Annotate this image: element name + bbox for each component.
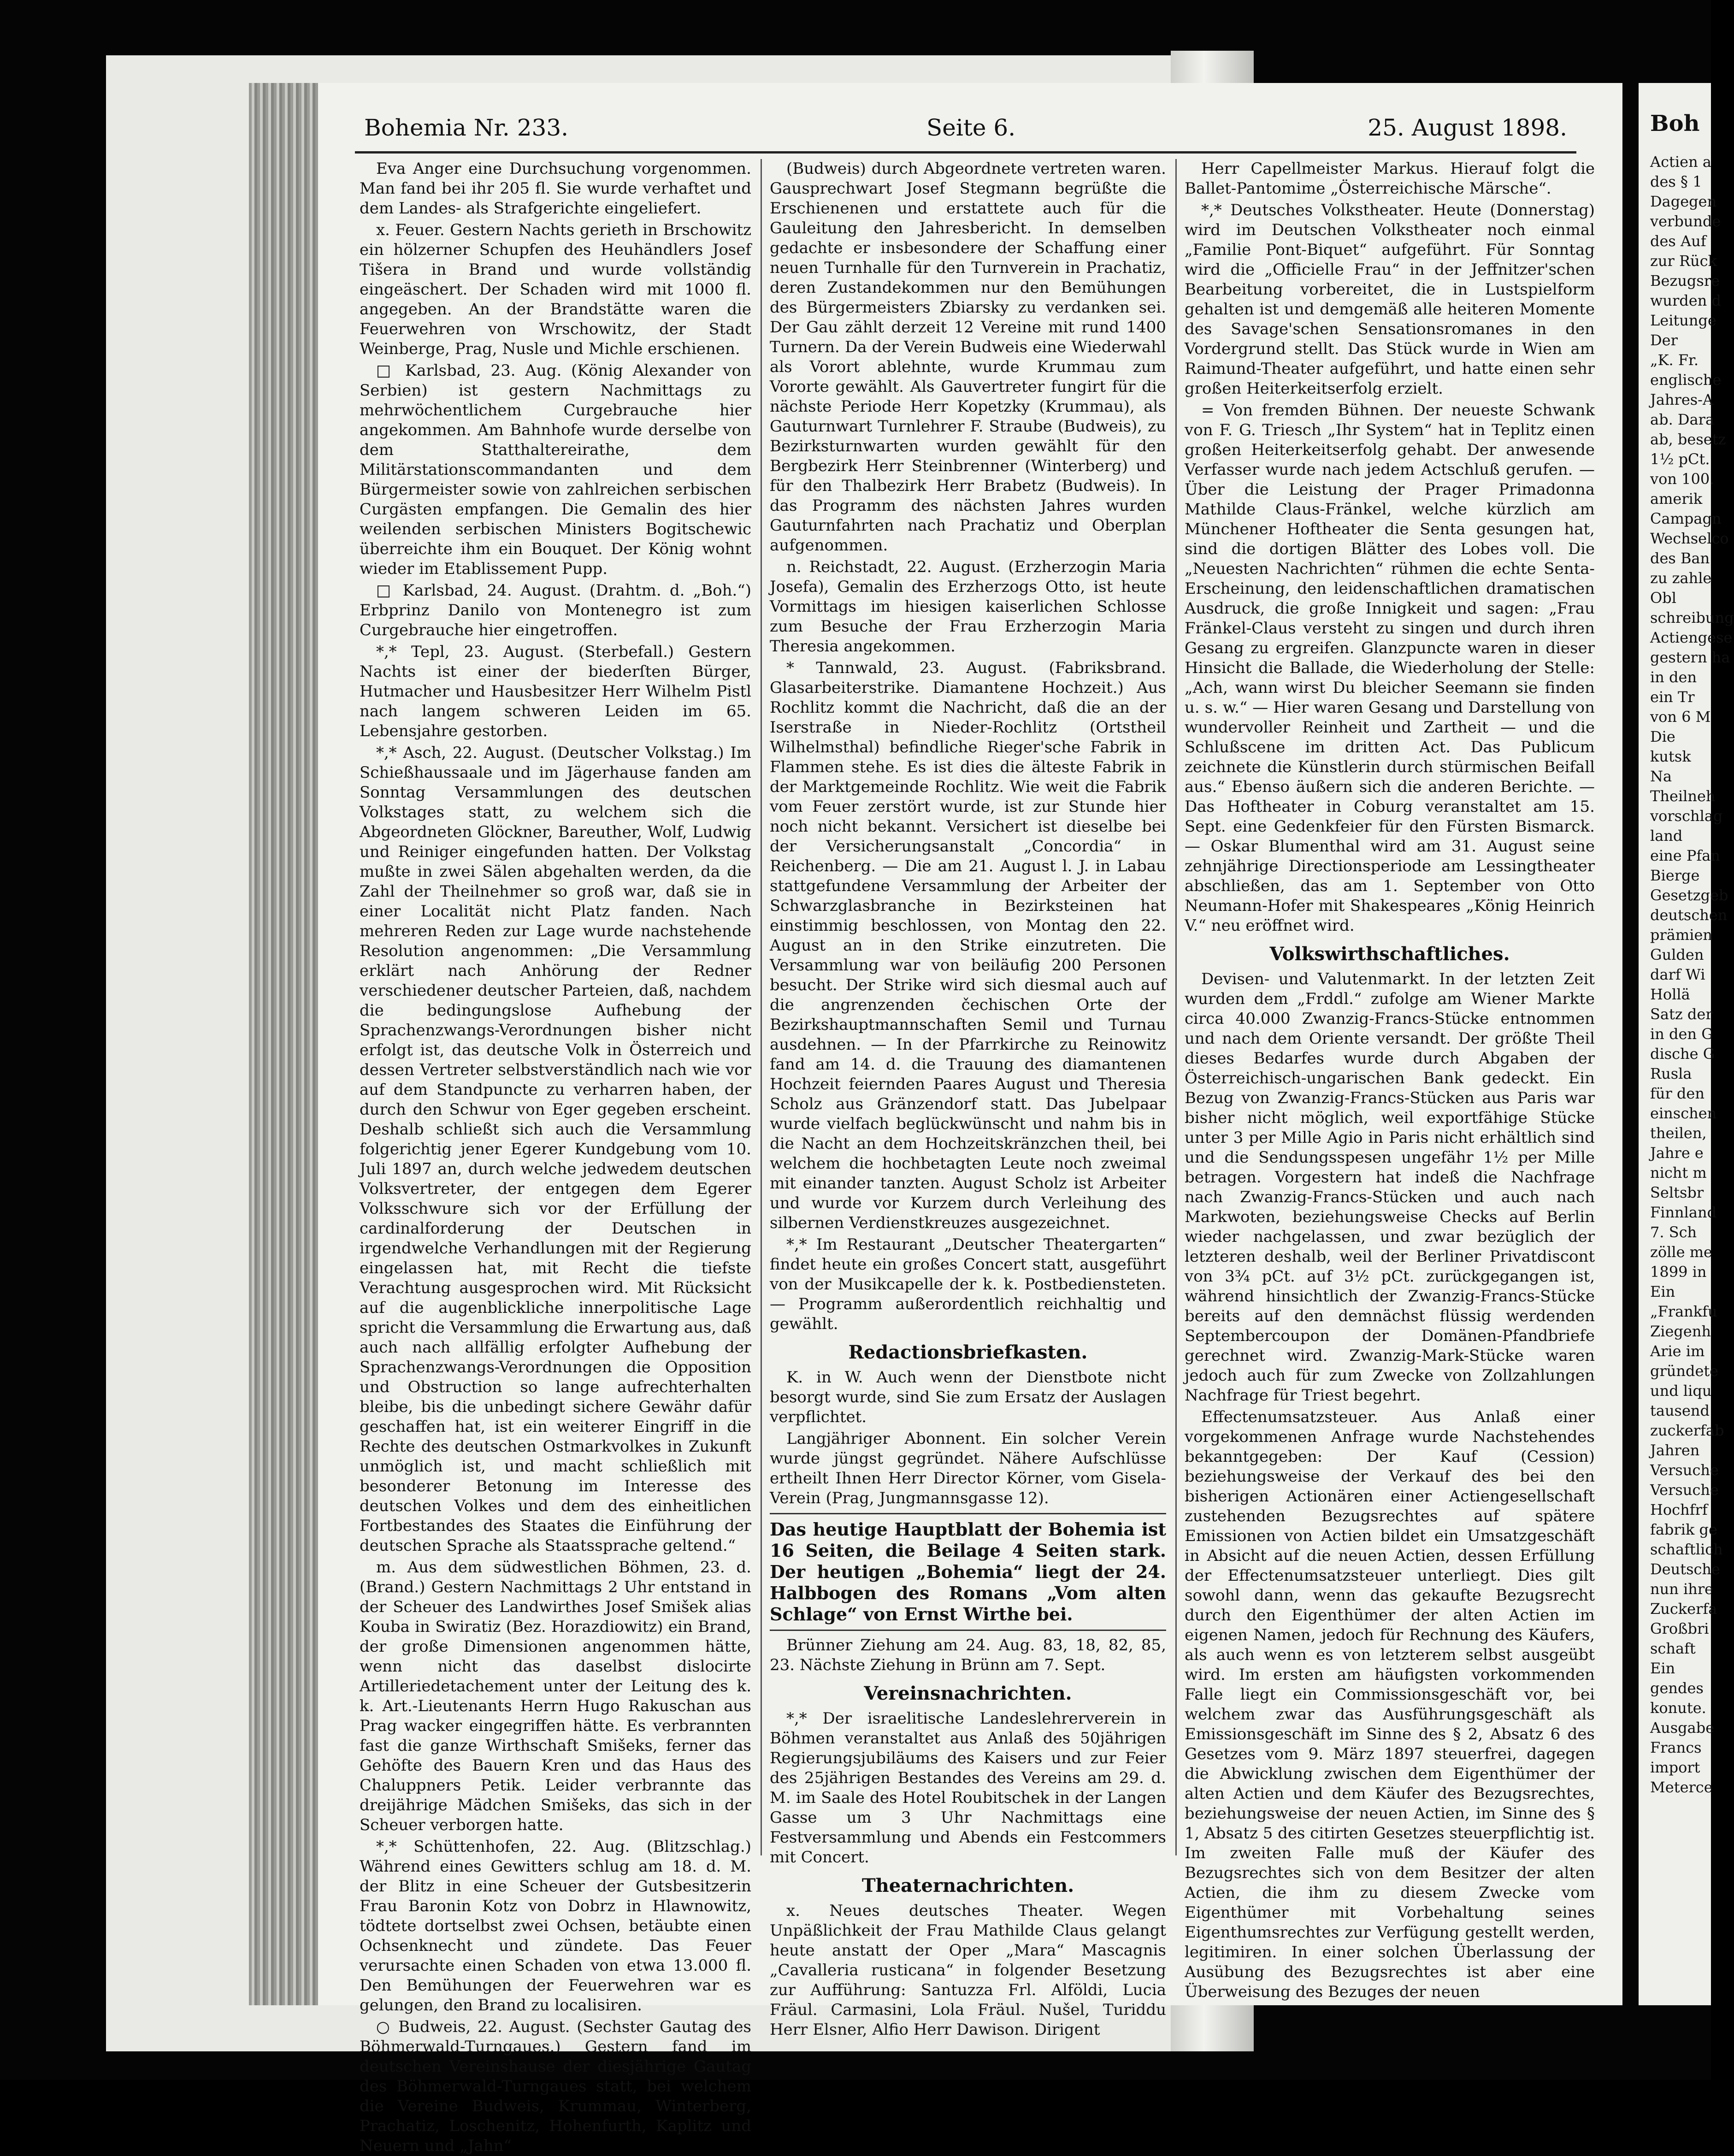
column-rule bbox=[761, 159, 762, 1855]
strip-line: zuckerfab bbox=[1650, 1422, 1724, 1439]
strip-line: Gulden bbox=[1650, 946, 1704, 963]
article: *,* Tepl, 23. August. (Sterbefall.) Gestern Nachts ist einer der biederſten Bürger, Hutmacher und Hausbesitzer Herr Wilhelm Pistl nach langem schweren Leiden im 65. Lebensjahre gestorben. bbox=[360, 643, 751, 740]
strip-line: „K. Fr. bbox=[1650, 351, 1699, 369]
strip-line: Satz der bbox=[1650, 1005, 1713, 1023]
strip-line: Leitunge bbox=[1650, 312, 1716, 329]
column-rule bbox=[1175, 159, 1177, 1855]
strip-line: in den bbox=[1650, 668, 1697, 686]
strip-line: amerik bbox=[1650, 490, 1703, 508]
strip-line: Der bbox=[1650, 331, 1678, 349]
strip-line: kutsk bbox=[1650, 748, 1691, 765]
strip-line: verbunde bbox=[1650, 213, 1721, 230]
strip-line: land bbox=[1650, 827, 1683, 845]
strip-line: und liqu bbox=[1650, 1382, 1712, 1400]
article: *,* Der israelitische Landeslehrerverein in Böhmen veranstaltet aus Anlaß des 50jährigen Regierungsjubiläums des Kaisers und zur Feier des 25jährigen Bestandes des Vereins am 29. d. M. im Saale des Hotel Roubitschek in der Langen Gasse um 3 Uhr Nachmittags eine Festversammlung und Abends ein Festcommers mit Concert. bbox=[770, 1709, 1166, 1867]
strip-line: fabrik ge bbox=[1650, 1521, 1717, 1538]
article: *,* Im Restaurant „Deutscher Theatergarten“ findet heute ein großes Concert statt, ausgeführt von der Musikcapelle der k. k. Postbediensteten. — Programm außerordentlich reichhaltig und gewählt. bbox=[770, 1235, 1166, 1333]
strip-line: Jahres-A bbox=[1650, 391, 1714, 408]
article: □ Karlsbad, 23. Aug. (König Alexander von Serbien) ist gestern Nachmittags zu mehrwöchentlichem Curgebrauche hier angekommen. Am Bahnhofe wurde derselbe von dem Statthaltereirathe, dem Militärstationscommandanten und dem Bürgermeister sowie von zahlreichen serbischen Curgästen empfangen. Die Gemalin des hier weilenden serbischen Ministers Bogitschewic überreichte ihm ein Bouquet. Der König wohnt wieder im Etablissement Pupp. bbox=[360, 361, 751, 578]
strip-line: des § 1 bbox=[1650, 173, 1702, 190]
issue-date: 25. August 1898. bbox=[1368, 114, 1567, 141]
column-1 bbox=[360, 159, 751, 2155]
strip-line: Na bbox=[1650, 768, 1672, 785]
strip-line: Meterce bbox=[1650, 1778, 1713, 1796]
section-heading-verein: Vereinsnachrichten. bbox=[864, 1683, 1072, 1704]
strip-line: Arie im bbox=[1650, 1342, 1705, 1360]
strip-line: „Frankfu bbox=[1650, 1303, 1717, 1320]
strip-line: für den bbox=[1650, 1085, 1705, 1102]
strip-line: von 6 M bbox=[1650, 708, 1711, 726]
section-heading-economy: Volkswirthschaftliches. bbox=[1269, 943, 1510, 965]
strip-line: gestern ha bbox=[1650, 649, 1730, 666]
strip-line: ein Tr bbox=[1650, 688, 1695, 706]
strip-line: 7. Sch bbox=[1650, 1223, 1697, 1241]
strip-line: Theilneh bbox=[1650, 787, 1716, 805]
strip-line: Bierge bbox=[1650, 867, 1700, 884]
strip-line: Rusla bbox=[1650, 1065, 1692, 1082]
lottery-results: Brünner Ziehung am 24. Aug. 83, 18, 82, 85, 23. Nächste Ziehung in Brünn am 7. Sept. bbox=[770, 1636, 1166, 1674]
strip-line: Gesetzgeb bbox=[1650, 886, 1728, 904]
strip-line: Ein bbox=[1650, 1660, 1675, 1677]
strip-line: Wechselco bbox=[1650, 530, 1729, 547]
strip-line: Versuche bbox=[1650, 1461, 1719, 1479]
strip-line: in den G bbox=[1650, 1025, 1713, 1043]
article: Effectenumsatzsteuer. Aus Anlaß einer vorgekommenen Anfrage wurde Nachstehendes bekanntgegeben: Der Kauf (Cession) beziehungsweise der Verkauf des bei den bisherigen Actionären einer Actiengesellschaft zustehenden Bezugsrechtes auf spätere Emissionen von Actien bildet ein Umsatzgeschäft in Absicht auf die neuen Actien, dessen Erfüllung der Effectenumsatzsteuer unterliegt. Dies gilt sowohl dann, wenn das gekaufte Bezugsrecht durch den Eigenthümer der alten Actien im eigenen Namen, jedoch für Rechnung des Käufers, als auch wenn es von letzterem selbst ausgeübt wird. Im ersten am häufigsten vorkommenden Falle liegt ein Commissionsgeschäft vor, bei welchem zwar das Ausführungsgeschäft als Emissionsgeschäft im Sinne des § 2, Absatz 6 des Gesetzes vom 9. März 1897 steuerfrei, dagegen die Abwicklung zwischen dem Eigenthümer der alten Actien und dem Käufer des Bezugsrechtes, beziehungsweise der neuen Actien, im Sinne des § 1, Absatz 5 des citirten Gesetzes steuerpflichtig ist. Im zweiten Falle muß der Käufer des Bezugsrechtes sich von dem Besitzer der alten Actien, die ihm zu diesem Zwecke vom Eigenthümer mit Vorbehaltung seines Eigenthumsrechtes zur Verfügung gestellt werden, legitimiren. In einer solchen Überlassung der Ausübung des Bezugsrechtes ist aber eine Überweisung des Bezuges der neuen bbox=[1185, 1408, 1595, 2001]
article: ○ Budweis, 22. August. (Sechster Gautag des Böhmerwald-Turngaues.) Gestern fand im deutschen Vereinshause der diesjährige Gautag des Böhmerwald-Turngaues statt, bei welchem die Vereine Budweis, Krummau, Winterberg, Prachatiz, Loschenitz, Hohenfurth, Kaplitz und Neuern und „Jahn“ bbox=[360, 2018, 751, 2155]
section-heading-theater: Theaternachrichten. bbox=[861, 1875, 1074, 1896]
strip-line: ab, besetz bbox=[1650, 431, 1726, 448]
strip-line: zu zahle bbox=[1650, 569, 1712, 587]
strip-line: Hollä bbox=[1650, 986, 1690, 1003]
strip-line: Bezugsre bbox=[1650, 272, 1720, 289]
article: *,* Deutsches Volkstheater. Heute (Donnerstag) wird im Deutschen Volkstheater noch einmal „Familie Pont-Biquet“ aufgeführt. Für Sonntag wird die „Officielle Frau“ in der Jeffnitzer'schen Bearbeitung vorbereitet, die in Lustspielform gehalten ist und demgemäß alle heiteren Momente des Savage'schen Sensationsromanes in den Vordergrund stellt. Das Stück wurde in Wien am Raimund-Theater aufgeführt, und hatte einen sehr großen Heiterkeitserfolg erzielt. bbox=[1185, 201, 1595, 398]
strip-line: zur Rück bbox=[1650, 252, 1717, 270]
page-number: Seite 6. bbox=[926, 114, 1016, 141]
redaction-note: K. in W. Auch wenn der Dienstbote nicht besorgt wurde, sind Sie zum Ersatz der Auslagen verpflichtet. bbox=[770, 1368, 1166, 1426]
strip-line: Obl bbox=[1650, 589, 1676, 607]
strip-line: vorschlag bbox=[1650, 807, 1723, 825]
strip-line: tausend bbox=[1650, 1402, 1710, 1419]
article: Devisen- und Valutenmarkt. In der letzten Zeit wurden dem „Frddl.“ zufolge am Wiener Markte circa 40.000 Zwanzig-Francs-Stücke entnommen und nach dem Oriente versandt. Der größte Theil dieses Bedarfes wurde durch Abgaben der Österreichisch-ungarischen Bank gedeckt. Ein Bezug von Zwanzig-Francs-Stücken aus Paris war bisher nicht möglich, weil exportfähige Stücke unter 3 per Mille Agio in Paris nicht erhältlich sind und die Sendungsspesen ungefähr 1½ per Mille betragen. Vorgestern hat indeß die Nachfrage nach Zwanzig-Francs-Stücken und auch nach Markwoten, beziehungsweise Checks auf Berlin wieder nachgelassen, und zwar bezüglich der letzteren deshalb, weil der Berliner Privatdiscont von 3¾ pCt. auf 3½ pCt. zurückgegangen ist, während hinsichtlich der Zwanzig-Francs-Stücke bereits auf den demnächst flüssig werdenden Septembercoupon der Domänen-Pfandbriefe gerechnet wird. Zwanzig-Mark-Stücke waren jedoch auch für zum Zwecke von Zollzahlungen Nachfrage für Triest begehrt. bbox=[1185, 970, 1595, 1405]
strip-line: ab. Dara bbox=[1650, 411, 1715, 428]
strip-line: Jahren bbox=[1650, 1441, 1700, 1459]
strip-line: von 100. bbox=[1650, 470, 1715, 488]
strip-line: einschen bbox=[1650, 1105, 1717, 1122]
strip-line: Actien a bbox=[1650, 153, 1711, 171]
strip-line: deutschen bbox=[1650, 906, 1728, 924]
book-spine bbox=[249, 83, 318, 2005]
strip-line: Finnland bbox=[1650, 1204, 1717, 1221]
strip-line: Ausgabe bbox=[1650, 1719, 1715, 1737]
strip-line: prämien bbox=[1650, 926, 1712, 944]
article: Herr Capellmeister Markus. Hierauf folgt die Ballet-Pantomime „Österreichische Märsche“. bbox=[1185, 159, 1595, 198]
adjacent-page-strip bbox=[1639, 83, 1734, 2005]
strip-line: Seltsbr bbox=[1650, 1184, 1704, 1201]
article: * Tannwald, 23. August. (Fabriksbrand. Glasarbeiterstrike. Diamantene Hochzeit.) Aus Rochlitz kommt die Nachricht, daß die an der Iserstraße in Nieder-Rochlitz (Ortstheil Wilhelmsthal) befindliche Rieger'sche Fabrik in Flammen stehe. Es ist dies die älteste Fabrik in der Marktgemeinde Rochlitz. Wie weit die Fabrik vom Feuer zerstört wurde, ist zur Stunde hier noch nicht bekannt. Versichert ist dieselbe bei der Versicherungsanstalt „Concordia“ in Reichenberg. — Die am 21. August l. J. in Labau stattgefundene Versammlung der Arbeiter der Schwarzglasbranche in Bezirksteinen hat einstimmig beschlossen, von Montag den 22. August an in den Strike einzutreten. Die Versammlung war von beiläufig 200 Personen besucht. Der Strike wird sich diesmal auch auf die angrenzenden čechischen Orte der Bezirkshauptmannschaften Semil und Turnau ausdehnen. — In der Pfarrkirche zu Reinowitz fand am 14. d. die Trauung des diamantenen Hochzeit feiernden Paares August und Theresia Scholz aus Gränzendorf statt. Das Jubelpaar wurde vielfach beglückwünscht und nahm bis in die Nacht an dem Hochzeitskränzchen theil, bei welchem die hochbetagten Leute noch zweimal mit einander tanzten. August Scholz ist Arbeiter und wurde vor Kurzem durch Verleihung des silbernen Verdienstkreuzes ausgezeichnet. bbox=[770, 659, 1166, 1232]
strip-line: schaft bbox=[1650, 1640, 1696, 1657]
article: *,* Schüttenhofen, 22. Aug. (Blitzschlag.) Während eines Gewitters schlug am 18. d. M. der Blitz in eine Scheuer der Gutsbesitzerin Frau Baronin Kotz von Dobrz in Hlawnowitz, tödtete dortselbst zwei Ochsen, betäubte einen Ochsenknecht und zündete. Das Feuer verursachte einen Schaden von etwa 13.000 fl. Den Bemühungen der Feuerwehren war es gelungen, den Brand zu localisiren. bbox=[360, 1837, 751, 2014]
strip-line: nun ihre bbox=[1650, 1580, 1714, 1598]
masthead-issue: Bohemia Nr. 233. bbox=[364, 114, 569, 141]
strip-line: nicht m bbox=[1650, 1164, 1707, 1181]
strip-line: gendes bbox=[1650, 1679, 1704, 1697]
strip-line: Jahre e bbox=[1650, 1144, 1704, 1162]
strip-line: Deutsche bbox=[1650, 1560, 1720, 1578]
article: m. Aus dem südwestlichen Böhmen, 23. d. (Brand.) Gestern Nachmittags 2 Uhr entstand in der Scheuer des Landwirthes Josef Smišek alias Kouba in Swiratiz (Bez. Horazdiowitz) ein Brand, der große Dimensionen angenommen hätte, wenn nicht das daselbst dislocirte Artilleriedetachement unter der Leitung des k. k. Art.-Lieutenants Herrn Hugo Rakuschan aus Prag wacker eingegriffen hätte. Es verbrannten fast die ganze Wirthschaft Smišeks, ferner das Gehöfte des Bauern Kren und das Haus des Chaluppners Petik. Leider verbrannte das dreijährige Mädchen Smišeks, das sich in der Scheuer verborgen hatte. bbox=[360, 1558, 751, 1834]
column-3 bbox=[1185, 159, 1595, 2001]
strip-line: englische bbox=[1650, 371, 1722, 389]
strip-line: Ein bbox=[1650, 1283, 1675, 1300]
strip-line: 1899 in bbox=[1650, 1263, 1707, 1281]
strip-line: Die bbox=[1650, 728, 1675, 745]
page-header bbox=[355, 114, 1576, 154]
strip-line: Versuche bbox=[1650, 1481, 1719, 1499]
adjacent-page-text bbox=[1650, 152, 1734, 1797]
strip-line: schaftlich bbox=[1650, 1541, 1723, 1558]
strip-line: 1½ pCt. bbox=[1650, 450, 1710, 468]
strip-line: Ziegenh bbox=[1650, 1323, 1711, 1340]
strip-line: Zuckerfa bbox=[1650, 1600, 1717, 1618]
strip-line: darf Wi bbox=[1650, 966, 1705, 983]
strip-line: import bbox=[1650, 1759, 1700, 1776]
strip-line: Actiengese bbox=[1650, 629, 1733, 646]
strip-line: dische G bbox=[1650, 1045, 1715, 1063]
strip-line: des Auf bbox=[1650, 232, 1706, 250]
strip-line: des Ban bbox=[1650, 549, 1710, 567]
section-heading-redaction: Redactionsbriefkasten. bbox=[848, 1341, 1088, 1363]
article: (Budweis) durch Abgeordnete vertreten waren. Gausprechwart Josef Stegmann begrüßte die Erschienenen und erstattete auch für die Gauleitung den Jahresbericht. In demselben gedachte er insbesondere der Schaffung einer neuen Turnhalle für den Turnverein in Prachatiz, deren Zustandekommen nur den Bemühungen des Bürgermeisters Zbiarsky zu verdanken sei. Der Gau zählt derzeit 12 Vereine mit rund 1400 Turnern. Da der Verein Budweis eine Wiederwahl als Vorort ablehnte, wurde Krummau zum Vororte gewählt. Als Gauvertreter fungirt für die nächste Periode Herr Kopetzky (Krummau), als Gauturnwart Turnlehrer F. Straube (Budweis), zu Bezirksturnwarten wurden gewählt für den Bergbezirk Herr Steinbrenner (Winterberg) und für den Thalbezirk Herr Brabetz (Budweis). In das Programm des nächsten Jahres wurden Gauturnfahrten nach Prachatiz und Oberplan aufgenommen. bbox=[770, 159, 1166, 555]
strip-line: wurden d bbox=[1650, 292, 1721, 309]
edition-notice: Das heutige Hauptblatt der Bohemia ist 16 Seiten, die Beilage 4 Seiten stark. Der heutigen „Bohemia“ liegt der 24. Halbbogen des Romans „Vom alten Schlage“ von Ernst Wirthe bei. bbox=[770, 1513, 1166, 1631]
strip-line: gründete bbox=[1650, 1362, 1719, 1380]
article: *,* Asch, 22. August. (Deutscher Volkstag.) Im Schießhaussaale und im Jägerhause fanden am Sonntag Versammlungen des deutschen Volkstages statt, zu welchem sich die Abgeordneten Glöckner, Bareuther, Wolf, Ludwig und Reiniger eingefunden hatten. Der Volkstag mußte in zwei Sälen abgehalten werden, da die Zahl der Theilnehmer so groß war, daß sie in einer Localität nicht Platz fanden. Nach mehreren Reden zur Lage wurde nachstehende Resolution angenommen: „Die Versammlung erklärt nach Anhörung der Redner verschiedener deutscher Parteien, daß, nachdem die bedingungslose Aufhebung der Sprachenzwangs-Verordnungen bisher nicht erfolgt ist, das deutsche Volk in Österreich und dessen Vertreter selbstverständlich nach wie vor auf dem Standpuncte zu verharren haben, der durch den Schwur von Eger gegeben erscheint. Deshalb schließt sich auch die Versammlung folgerichtig jener Egerer Kundgebung vom 10. Juli 1897 an, durch welche jedwedem deutschen Volksvertreter, der entgegen dem Egerer Volksschwure sich vor der Erfüllung der cardinalforderung der Deutschen in irgendwelche Verhandlungen mit der Regierung eingelassen hat, mit Recht die tiefste Verachtung ausgesprochen wird. Mit Rücksicht auf die augenblickliche innerpolitische Lage spricht die Versammlung die Erwartung aus, daß auch nach allfällig erfolgter Aufhebung der Sprachenzwangs-Verordnungen die Opposition und Obstruction so lange aufrechterhalten bleibe, bis die unbedingt sichere Gewähr dafür geschaffen hat, ist ein weiterer Eingriff in die Rechte des deutschen Ostmarkvolkes in Zukunft unmöglich ist, und macht schließlich mit besonderer Betonung im Interesse des deutschen Volkes und dem des einheitlichen Fortbestandes des Staates die Einführung der deutschen Sprache als Staatssprache geltend.“ bbox=[360, 744, 751, 1555]
article: = Von fremden Bühnen. Der neueste Schwank von F. G. Triesch „Ihr System“ hat in Teplitz einen großen Heiterkeitserfolg gehabt. Der anwesende Verfasser wurde nach jedem Actschluß gerufen. — Über die Leistung der Prager Primadonna Mathilde Claus-Fränkel, welche kürzlich am Münchener Hoftheater die Senta gesungen hat, sind die dortigen Blätter des Lobes voll. Die „Neuesten Nachrichten“ rühmen die echte Senta-Erscheinung, den leidenschaftlichen dramatischen Ausdruck, die große Innigkeit und sagen: „Frau Fränkel-Claus versteht zu singen und durch ihren Gesang zu ergreifen. Glanzpuncte waren in dieser Hinsicht die Ballade, die Wiederholung der Stelle: „Ach, wann wirst Du bleicher Seemann sie finden u. s. w.“ — Hier waren Gesang und Darstellung von wundervoller Reinheit und Zartheit — und die Schlußscene im dritten Act. Das Publicum zeichnete die Künstlerin durch stürmischen Beifall aus.“ Ebenso äußern sich die anderen Berichte. — Das Hoftheater in Coburg veranstaltet am 15. Sept. eine Gedenkfeier für den Fürsten Bismarck. — Oskar Blumenthal wird am 31. August seine zehnjährige Directionsperiode am Lessingtheater abschließen, das am 1. September von Otto Neumann-Hofer mit Shakespeares „König Heinrich V.“ neu eröffnet wird. bbox=[1185, 401, 1595, 935]
redaction-note: Langjähriger Abonnent. Ein solcher Verein wurde jüngst gegründet. Nähere Aufschlüsse ertheilt Ihnen Herr Director Körner, vom Gisela-Verein (Prag, Jungmannsgasse 12). bbox=[770, 1429, 1166, 1507]
strip-line: eine Pfan bbox=[1650, 847, 1720, 864]
strip-line: Dagegen bbox=[1650, 193, 1717, 210]
article: □ Karlsbad, 24. August. (Drahtm. d. „Boh.“) Erbprinz Danilo von Montenegro ist zum Curgebrauche hier eingetroffen. bbox=[360, 581, 751, 639]
column-2 bbox=[770, 159, 1166, 2039]
article: x. Neues deutsches Theater. Wegen Unpäßlichkeit der Frau Mathilde Claus gelangt heute anstatt der Oper „Mara“ Mascagnis „Cavalleria rusticana“ in folgender Besetzung zur Aufführung: Santuzza Frl. Alföldi, Lucia Fräul. Carmasini, Lola Fräul. Nušel, Turiddu Herr Elsner, Alfio Herr Dawison. Dirigent bbox=[770, 1902, 1166, 2039]
strip-line: theilen, bbox=[1650, 1124, 1707, 1142]
adjacent-page-header: Boh bbox=[1650, 111, 1700, 136]
article: x. Feuer. Gestern Nachts gerieth in Brschowitz ein hölzerner Schupfen des Heuhändlers Josef Tišera in Brand und wurde vollständig eingeäschert. Der Schaden wird mit 1000 fl. angegeben. An der Brandstätte waren die Feuerwehren von Wrschowitz, der Stadt Weinberge, Prag, Nusle und Michle erschienen. bbox=[360, 221, 751, 358]
strip-line: Francs bbox=[1650, 1739, 1702, 1756]
strip-line: zölle me bbox=[1650, 1243, 1712, 1261]
strip-line: Großbri bbox=[1650, 1620, 1709, 1637]
strip-line: Campagn bbox=[1650, 510, 1722, 527]
article: n. Reichstadt, 22. August. (Erzherzogin Maria Josefa), Gemalin des Erzherzogs Otto, ist heute Vormittags im hiesigen kaiserlichen Schlosse zum Besuche der Frau Erzherzogin Maria Theresia angekommen. bbox=[770, 558, 1166, 656]
strip-line: Hochfrf bbox=[1650, 1501, 1708, 1518]
strip-line: konute. bbox=[1650, 1699, 1706, 1717]
strip-line: schreibung bbox=[1650, 609, 1734, 626]
article: Eva Anger eine Durchsuchung vorgenommen. Man fand bei ihr 205 fl. Sie wurde verhaftet und dem Landes- als Strafgerichte eingeliefert. bbox=[360, 159, 751, 218]
